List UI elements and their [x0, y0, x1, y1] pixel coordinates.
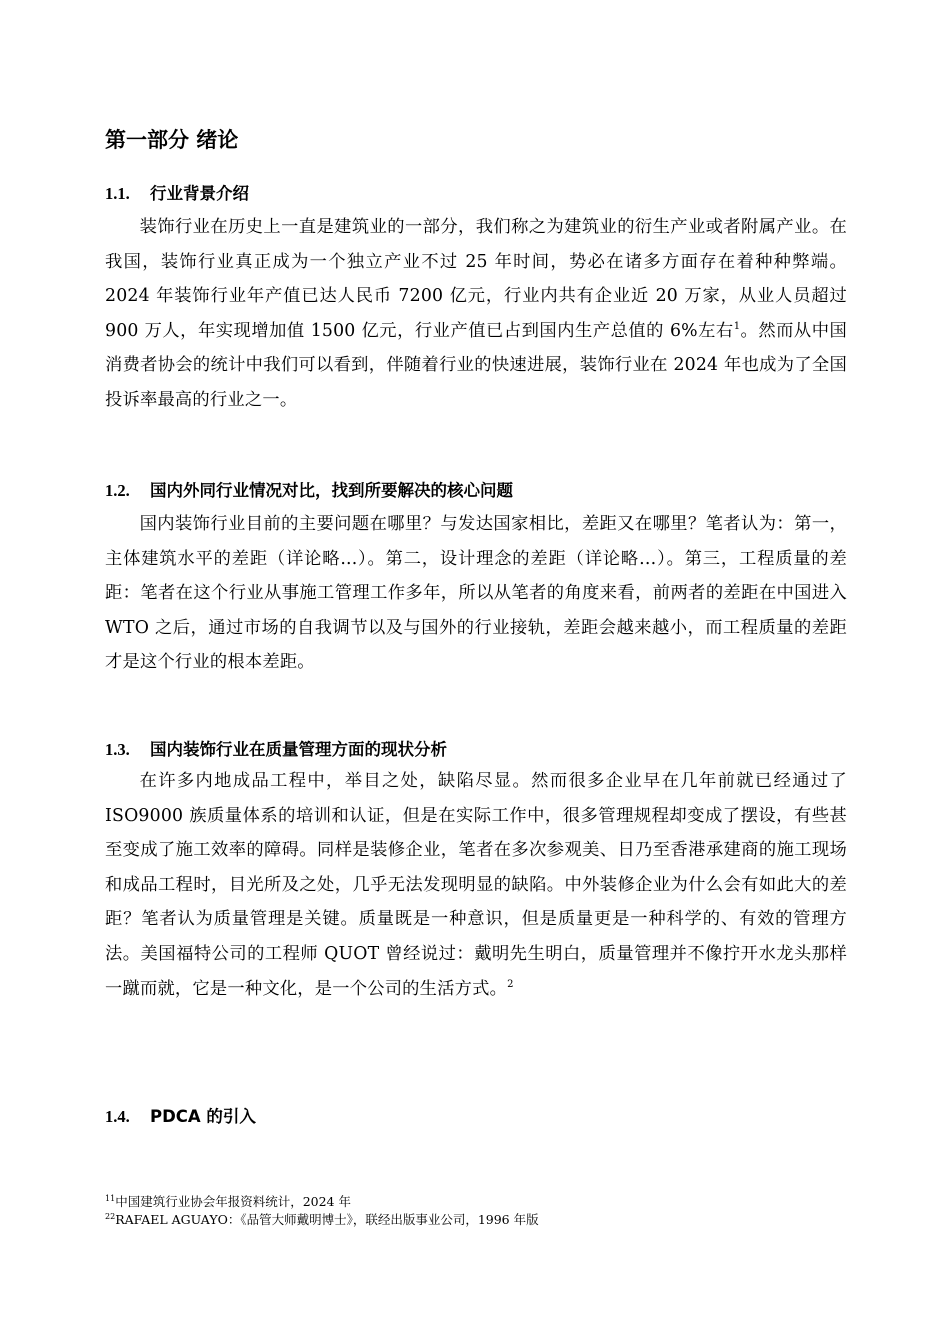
section-1-3-paragraph — [105, 764, 847, 1006]
paragraph-text: 。然而从中国消费者协会的统计中我们可以看到，伴随着行业的快速进展，装饰行业在 2024 年也成为了全国投诉率最高的行业之一。 — [105, 320, 848, 410]
footnote-mark: 22 — [105, 1211, 116, 1221]
footnote-mark: 11 — [105, 1193, 116, 1203]
section-title: 行业背景介绍 — [150, 184, 249, 203]
section-title: 国内外同行业情况对比，找到所要解决的核心问题 — [150, 481, 513, 500]
section-heading-1-4 — [105, 1103, 256, 1127]
section-title: PDCA 的引入 — [150, 1107, 256, 1126]
section-1-1-paragraph — [105, 210, 847, 418]
section-number: 1.1. — [105, 184, 130, 203]
section-heading-1-1 — [105, 180, 249, 204]
footnotes — [105, 1193, 847, 1229]
section-number: 1.3. — [105, 740, 130, 759]
section-heading-1-2 — [105, 477, 513, 501]
section-title: 国内装饰行业在质量管理方面的现状分析 — [150, 740, 447, 759]
section-number: 1.4. — [105, 1107, 130, 1126]
section-heading-1-3 — [105, 736, 447, 760]
footnote-ref-1[interactable]: 1 — [733, 321, 741, 333]
chapter-title: 第一部分 绪论 — [105, 128, 239, 152]
paragraph-text: 装饰行业在历史上一直是建筑业的一部分，我们称之为建筑业的衍生产业或者附属产业。在我国，装饰行业真正成为一个独立产业不过 25 年时间，势必在诸多方面存在着种种弊端。2024 年装饰行业年产值已达人民币 7200 亿元，行业内共有企业近 20 万家，从业人员超过 900 万人，年实现增加值 1500 亿元，行业产值已占到国内生产总值的 6%左右 — [105, 217, 847, 341]
footnote-text: RAFAEL AGUAYO：《品管大师戴明博士》，联经出版事业公司，1996 年版 — [115, 1212, 539, 1227]
footnote-text: 中国建筑行业协会年报资料统计，2024 年 — [115, 1194, 351, 1209]
section-number: 1.2. — [105, 481, 130, 500]
paragraph-text: 在许多内地成品工程中，举目之处，缺陷尽显。然而很多企业早在几年前就已经通过了 ISO9000 族质量体系的培训和认证，但是在实际工作中，很多管理规程却变成了摆设，有些甚至变成了施工效率的障碍。同样是装修企业，笔者在多次参观美、日乃至香港承建商的施工现场和成品工程时，目光所及之处，几乎无法发现明显的缺陷。中外装修企业为什么会有如此大的差距？笔者认为质量管理是关键。质量既是一种意识，但是质量更是一种科学的、有效的管理方法。美国福特公司的工程师 QUOT 曾经说过：戴明先生明白，质量管理并不像拧开水龙头那样一蹴而就，它是一种文化，是一个公司的生活方式。 — [105, 771, 847, 999]
footnote-ref-2[interactable]: 2 — [507, 978, 514, 990]
footnote-item — [105, 1193, 847, 1211]
section-1-2-paragraph: 国内装饰行业目前的主要问题在哪里？与发达国家相比，差距又在哪里？笔者认为：第一，主体建筑水平的差距（详论略...）。第二，设计理念的差距（详论略…）。第三，工程质量的差距：笔者在这个行业从事施工管理工作多年，所以从笔者的角度来看，前两者的差距在中国进入 WTO 之后，通过市场的自我调节以及与国外的行业接轨，差距会越来越小，而工程质量的差距才是这个行业的根本差距。 — [105, 514, 847, 673]
footnote-item — [105, 1211, 847, 1229]
